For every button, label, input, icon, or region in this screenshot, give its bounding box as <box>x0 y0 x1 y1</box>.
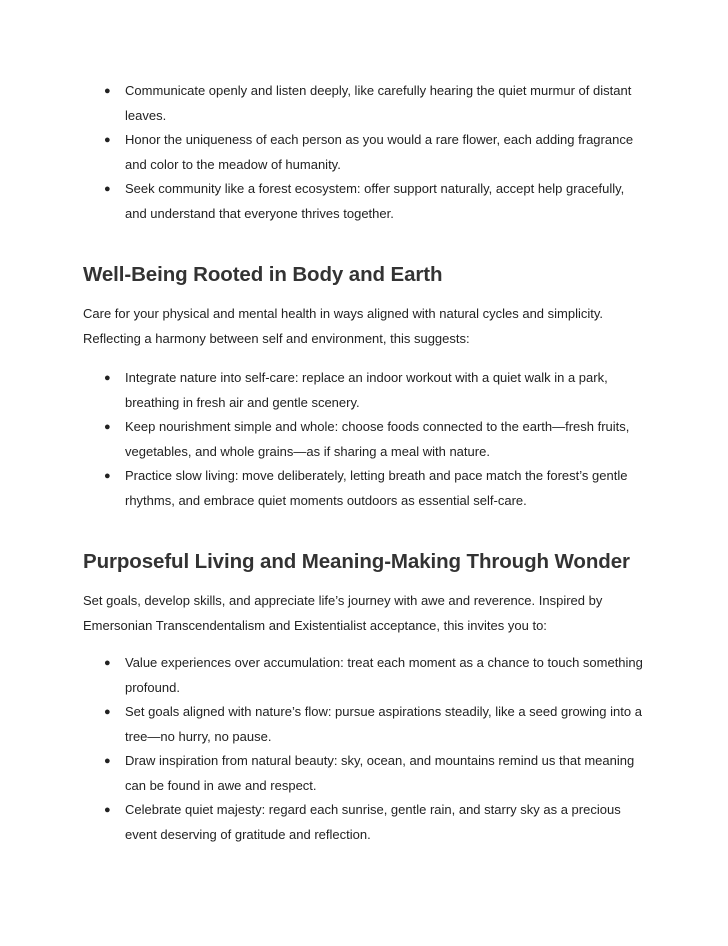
list-item-text: Seek community like a forest ecosystem: offer support naturally, accept help gracefully, and understand that everyone thrives together. <box>125 181 625 221</box>
list-item-text: Honor the uniqueness of each person as you would a rare flower, each adding fragrance and color to the meadow of humanity. <box>125 132 634 172</box>
section-heading-wellbeing: Well-Being Rooted in Body and Earth <box>83 263 443 286</box>
bullet-icon: ● <box>104 470 111 482</box>
bullet-icon: ● <box>104 134 111 146</box>
list-item <box>0 128 728 177</box>
list-item-text: Set goals aligned with nature’s flow: pursue aspirations steadily, like a seed growing into a tree—no hurry, no pause. <box>125 704 642 744</box>
list-item-text: Integrate nature into self-care: replace an indoor workout with a quiet walk in a park, breathing in fresh air and gentle scenery. <box>125 370 608 410</box>
list-item-text: Draw inspiration from natural beauty: sky, ocean, and mountains remind us that meaning can be found in awe and respect. <box>125 753 635 793</box>
list-item <box>0 651 728 700</box>
list-item <box>0 798 728 847</box>
bullet-icon: ● <box>104 183 111 195</box>
section-heading-purpose: Purposeful Living and Meaning-Making Through Wonder <box>83 550 630 573</box>
list-item <box>0 177 728 226</box>
bullet-icon: ● <box>104 85 111 97</box>
list-item <box>0 700 728 749</box>
list-item-text: Communicate openly and listen deeply, like carefully hearing the quiet murmur of distant leaves. <box>125 83 632 123</box>
section-paragraph-purpose: Set goals, develop skills, and appreciate life’s journey with awe and reverence. Inspired by Emersonian Transcendentalism and Existentialist acceptance, this invites you to: <box>83 593 603 633</box>
list-item <box>0 415 728 464</box>
list-item <box>0 366 728 415</box>
wellbeing-bullet-list <box>0 366 728 513</box>
intro-bullet-list <box>0 79 728 226</box>
list-item <box>0 464 728 513</box>
bullet-icon: ● <box>104 657 111 669</box>
section-paragraph-wellbeing: Care for your physical and mental health in ways aligned with natural cycles and simplicity. Reflecting a harmony between self and environment, this suggests: <box>83 306 604 346</box>
list-item <box>0 79 728 128</box>
list-item-text: Keep nourishment simple and whole: choose foods connected to the earth—fresh fruits, vegetables, and whole grains—as if sharing a meal with nature. <box>125 419 630 459</box>
list-item-text: Celebrate quiet majesty: regard each sunrise, gentle rain, and starry sky as a precious event deserving of gratitude and reflection. <box>125 802 621 842</box>
purpose-bullet-list <box>0 651 728 847</box>
bullet-icon: ● <box>104 755 111 767</box>
bullet-icon: ● <box>104 372 111 384</box>
bullet-icon: ● <box>104 421 111 433</box>
list-item <box>0 749 728 798</box>
bullet-icon: ● <box>104 706 111 718</box>
list-item-text: Practice slow living: move deliberately, letting breath and pace match the forest’s gentle rhythms, and embrace quiet moments outdoors as essential self-care. <box>125 468 628 508</box>
list-item-text: Value experiences over accumulation: treat each moment as a chance to touch something profound. <box>125 655 643 695</box>
bullet-icon: ● <box>104 804 111 816</box>
